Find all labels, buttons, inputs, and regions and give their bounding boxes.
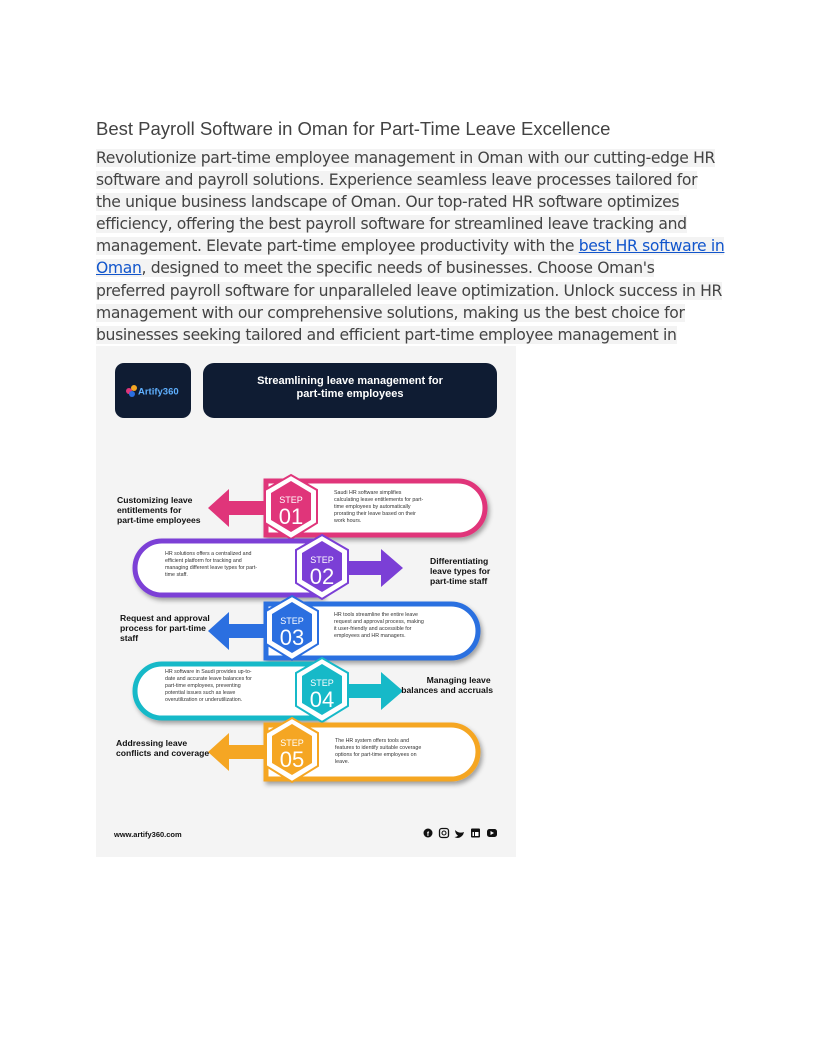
logo-text: Artify360	[138, 386, 179, 398]
step-04-arrow	[341, 672, 403, 710]
banner-line-2: part-time employees	[296, 388, 404, 400]
step-04-word: STEP	[310, 678, 334, 688]
step-05-number: 05	[279, 747, 305, 772]
step-03-number: 03	[279, 625, 305, 650]
step-02-label: Differentiating leave types for part-time staff	[430, 556, 491, 586]
step-01	[117, 475, 485, 539]
step-02	[135, 535, 493, 599]
step-02-arrow	[341, 549, 403, 587]
banner-line-1: Streamlining leave management for	[257, 375, 443, 387]
step-05	[116, 718, 478, 782]
step-04-number: 04	[309, 687, 335, 712]
linkedin-icon[interactable]	[471, 829, 480, 838]
step-04-label: Managing leave balances and accruals	[401, 675, 493, 695]
step-03	[120, 596, 478, 660]
step-03-label: Request and approval process for part-time staff	[120, 613, 210, 643]
step-04-description: HR software in Saudi provides up-to- date and accurate leave balances for part-time employees, preventing potential issues such as leave overutilization or underutilization.	[165, 669, 252, 703]
step-02-description: HR solutions offers a centralized and efficient platform for tracking and managing different leave types for part- time staff.	[165, 551, 258, 578]
step-01-number: 01	[278, 504, 304, 529]
step-04	[135, 658, 493, 722]
youtube-icon[interactable]	[487, 829, 497, 837]
step-03-description: HR tools streamline the entire leave request and approval process, making it user-friendly and accessible for employees and HR managers.	[334, 612, 424, 639]
step-01-description: Saudi HR software simplifies calculating leave entitlements for part- time employees by automatically prorating their leave based on their work hours.	[334, 490, 424, 524]
step-02-number: 02	[309, 564, 335, 589]
paragraph-text-before-link: Revolutionize part-time employee management in Oman with our cutting-edge HR software and payroll solutions. Experience seamless leave processes tailored for the unique business landscape of Oman. Our top-rated HR software optimizes efficiency, offering the best payroll software for streamlined leave tracking and management. Elevate part-time employee productivity with the	[96, 149, 715, 256]
body-paragraph	[96, 147, 726, 368]
instagram-icon[interactable]	[440, 829, 449, 838]
infographic	[96, 346, 516, 857]
footer-url[interactable]: www.artify360.com	[114, 830, 182, 839]
step-01-word: STEP	[279, 495, 303, 505]
svg-text:f: f	[426, 831, 430, 838]
step-05-label: Addressing leave conflicts and coverage	[116, 738, 210, 758]
paragraph-text-after-link: , designed to meet the specific needs of businesses. Choose Oman's preferred payroll software for unparalleled leave optimization. Unlock success in HR management with our comprehensive solutions, making us the best choice for businesses seeking tailored and efficient part-time employee management in	[96, 259, 722, 365]
page-title: Best Payroll Software in Oman for Part-Time Leave Excellence	[96, 118, 611, 139]
social-icons	[424, 829, 498, 839]
step-02-word: STEP	[310, 555, 334, 565]
step-03-word: STEP	[280, 616, 304, 626]
step-05-word: STEP	[280, 738, 304, 748]
step-01-label: Customizing leave entitlements for part-time employees	[117, 495, 201, 525]
facebook-icon[interactable]	[424, 829, 433, 839]
step-05-description: The HR system offers tools and features to identify suitable coverage options for part-time employees on leave.	[335, 738, 422, 765]
best-hr-software-link[interactable]: best HR software in Oman	[96, 237, 725, 278]
twitter-icon[interactable]	[455, 830, 465, 838]
